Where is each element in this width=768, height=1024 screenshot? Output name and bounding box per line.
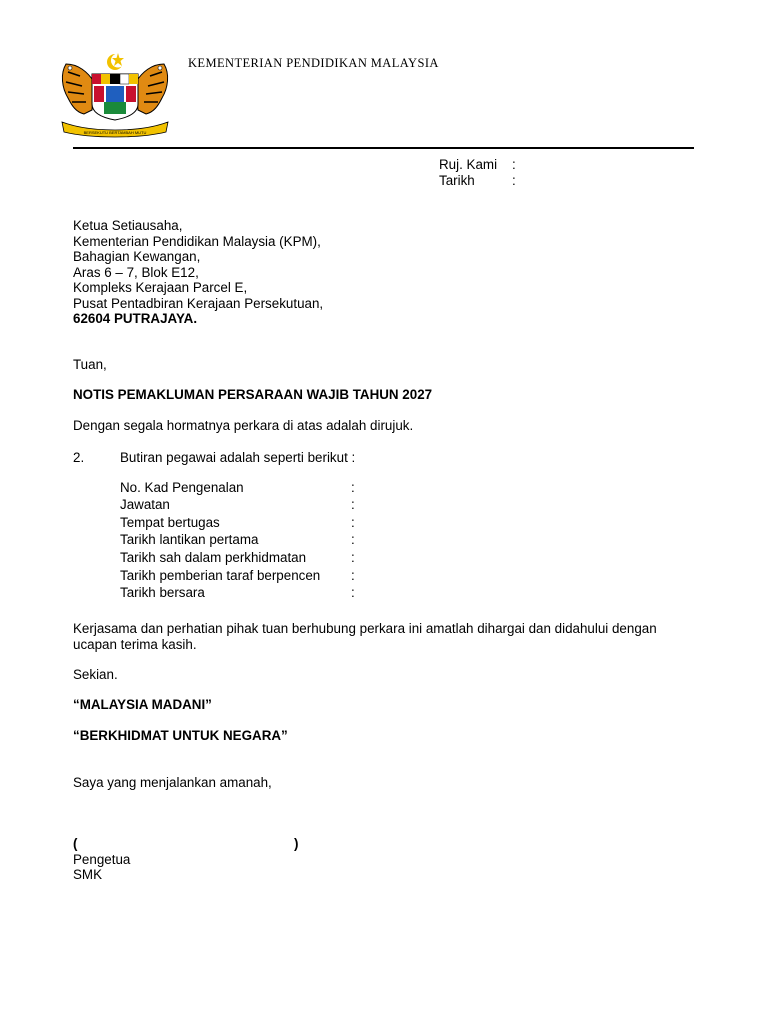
recipient-line: Kompleks Kerajaan Parcel E, — [73, 280, 248, 295]
slogan-malaysia-madani: “MALAYSIA MADANI” — [73, 697, 212, 712]
signatory-title: Pengetua — [73, 852, 131, 867]
recipient-line: Pusat Pentadbiran Kerajaan Persekutuan, — [73, 296, 324, 311]
detail-colon: : — [351, 515, 355, 530]
slogan-berkhidmat: “BERKHIDMAT UNTUK NEGARA” — [73, 728, 288, 743]
closing-paragraph: Kerjasama dan perhatian pihak tuan berhubung perkara ini amatlah dihargai dan didahului dengan ucapan terima kasih. — [73, 621, 657, 652]
detail-colon: : — [351, 550, 355, 565]
date-label: Tarikh — [439, 173, 475, 188]
signature-open-paren: ( — [73, 836, 78, 851]
ministry-name: KEMENTERIAN PENDIDIKAN MALAYSIA — [188, 56, 439, 70]
recipient-line: Bahagian Kewangan, — [73, 249, 201, 264]
detail-label: Jawatan — [120, 497, 170, 512]
recipient-postcode-city: 62604 PUTRAJAYA. — [73, 311, 198, 326]
intro-paragraph: Dengan segala hormatnya perkara di atas adalah dirujuk. — [73, 418, 414, 433]
signatory-school: SMK — [73, 867, 103, 882]
our-ref-label: Ruj. Kami — [439, 157, 498, 172]
signature-close-paren: ) — [294, 836, 299, 851]
malaysia-coat-of-arms-icon — [58, 52, 172, 138]
recipient-line: Ketua Setiausaha, — [73, 218, 183, 233]
detail-colon: : — [351, 480, 355, 495]
header-divider — [73, 147, 694, 149]
date-colon: : — [512, 173, 516, 188]
recipient-line: Aras 6 – 7, Blok E12, — [73, 265, 199, 280]
detail-colon: : — [351, 532, 355, 547]
our-ref-colon: : — [512, 157, 516, 172]
detail-colon: : — [351, 585, 355, 600]
subject-heading: NOTIS PEMAKLUMAN PERSARAAN WAJIB TAHUN 2027 — [73, 387, 433, 402]
detail-label: Tarikh sah dalam perkhidmatan — [120, 550, 307, 565]
detail-label: No. Kad Pengenalan — [120, 480, 244, 495]
detail-label: Tempat bertugas — [120, 515, 220, 530]
recipient-line: Kementerian Pendidikan Malaysia (KPM), — [73, 234, 321, 249]
svg-text:BERSEKUTU BERTAMBAH MUTU: BERSEKUTU BERTAMBAH MUTU — [83, 130, 147, 135]
detail-label: Tarikh bersara — [120, 585, 205, 600]
section-number: 2. — [73, 450, 85, 465]
detail-label: Tarikh pemberian taraf berpencen — [120, 568, 321, 583]
salutation: Tuan, — [73, 357, 107, 372]
detail-colon: : — [351, 568, 355, 583]
sekian: Sekian. — [73, 667, 118, 682]
section-text: Butiran pegawai adalah seperti berikut : — [120, 450, 356, 465]
detail-label: Tarikh lantikan pertama — [120, 532, 259, 547]
sign-intro: Saya yang menjalankan amanah, — [73, 775, 272, 790]
detail-colon: : — [351, 497, 355, 512]
